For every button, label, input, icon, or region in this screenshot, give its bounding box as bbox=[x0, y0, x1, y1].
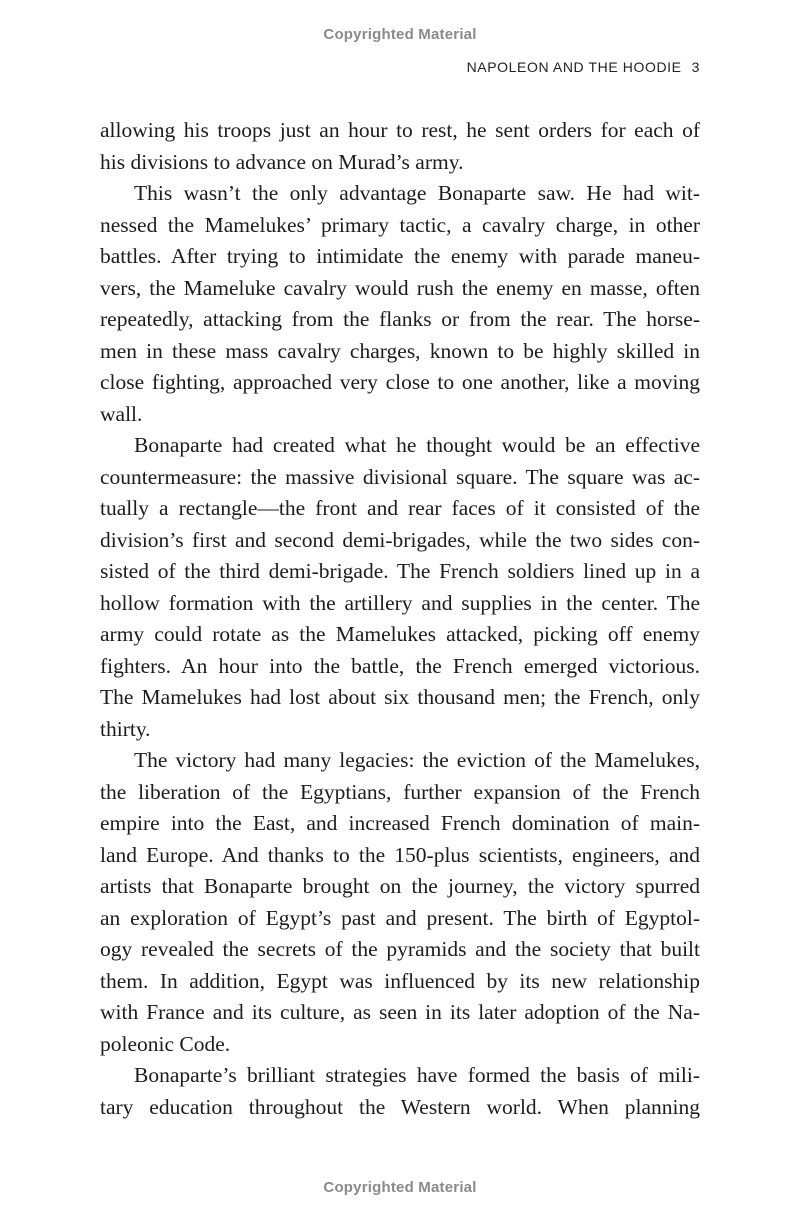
text-line: close fighting, approached very close to one another, like a moving bbox=[100, 370, 700, 394]
text-line: wall. bbox=[100, 401, 143, 426]
text-line: vers, the Mameluke cavalry would rush the enemy en masse, often bbox=[100, 275, 700, 300]
text-line: countermeasure: the massive divisional square. The square was ac- bbox=[100, 464, 700, 489]
text-line: them. In addition, Egypt was influenced by its new relationship bbox=[100, 968, 700, 993]
text-line: men in these mass cavalry charges, known to be highly skilled in bbox=[100, 338, 700, 363]
text-line: fighters. An hour into the battle, the French emerged victorious. bbox=[100, 653, 700, 678]
copyright-watermark-bottom: Copyrighted Material bbox=[323, 1179, 477, 1196]
text-line: empire into the East, and increased French domination of main- bbox=[100, 811, 700, 835]
page-number: 3 bbox=[691, 59, 700, 75]
text-line: tary education throughout the Western world. When planning bbox=[100, 1094, 700, 1119]
text-line: land Europe. And thanks to the 150-plus scientists, engineers, and bbox=[100, 842, 700, 867]
text-line: tually a rectangle—the front and rear faces of it consisted of the bbox=[100, 496, 700, 520]
text-line: The Mamelukes had lost about six thousand men; the French, only bbox=[100, 685, 700, 709]
text-line: nessed the Mamelukes’ primary tactic, a cavalry charge, in other bbox=[100, 212, 700, 237]
text-line: the liberation of the Egyptians, further expansion of the French bbox=[100, 779, 700, 804]
text-line: sisted of the third demi-brigade. The French soldiers lined up in a bbox=[100, 559, 700, 583]
text-line: with France and its culture, as seen in its later adoption of the Na- bbox=[100, 1000, 700, 1024]
text-line: battles. After trying to intimidate the enemy with parade maneu- bbox=[100, 244, 700, 268]
text-line: Bonaparte had created what he thought would be an effective bbox=[134, 433, 700, 457]
text-line: allowing his troops just an hour to rest, he sent orders for each of bbox=[100, 118, 700, 142]
text-line: ogy revealed the secrets of the pyramids and the society that built bbox=[100, 937, 700, 961]
copyright-watermark-top: Copyrighted Material bbox=[323, 26, 477, 43]
text-line: repeatedly, attacking from the flanks or from the rear. The horse- bbox=[100, 307, 700, 331]
text-line: army could rotate as the Mamelukes attacked, picking off enemy bbox=[100, 622, 700, 646]
text-line: Bonaparte’s brilliant strategies have formed the basis of mili- bbox=[134, 1063, 700, 1087]
text-line: his divisions to advance on Murad’s army. bbox=[100, 149, 464, 174]
text-line: This wasn’t the only advantage Bonaparte saw. He had wit- bbox=[134, 181, 700, 205]
text-line: division’s first and second demi-brigades, while the two sides con- bbox=[100, 527, 700, 552]
running-head-title: NAPOLEON AND THE HOODIE bbox=[466, 59, 682, 75]
text-line: an exploration of Egypt’s past and present. The birth of Egyptol- bbox=[100, 905, 700, 930]
text-line: thirty. bbox=[100, 716, 151, 741]
text-line: The victory had many legacies: the eviction of the Mamelukes, bbox=[134, 748, 700, 772]
text-line: hollow formation with the artillery and supplies in the center. The bbox=[100, 590, 700, 615]
body-text bbox=[100, 115, 700, 1123]
running-head bbox=[467, 59, 700, 75]
text-line: poleonic Code. bbox=[100, 1031, 231, 1056]
text-line: artists that Bonaparte brought on the journey, the victory spurred bbox=[100, 874, 700, 898]
